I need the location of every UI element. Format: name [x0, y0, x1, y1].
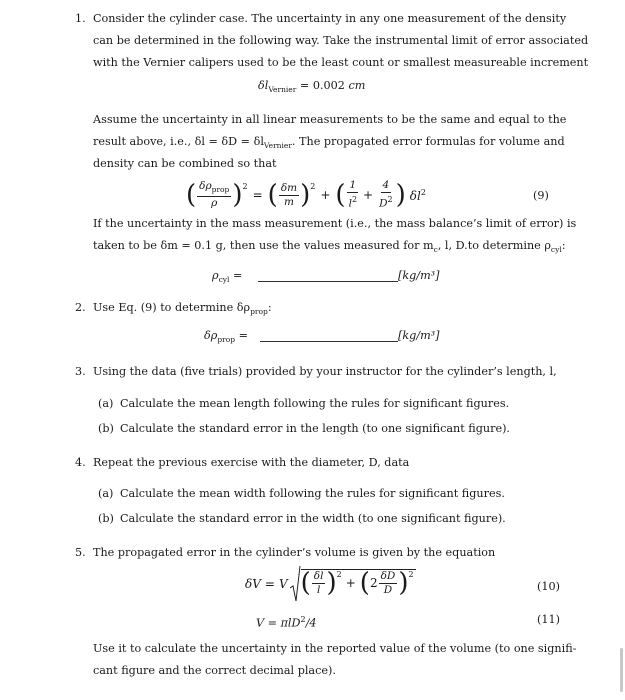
q4b-label: (b) [98, 512, 114, 525]
q5-number: 5. [75, 546, 86, 559]
q2-text: Use Eq. (9) to determine $\delta\rho_{prop}$: [93, 301, 272, 317]
q1-paragraph-line: result above, i.e., $\delta l = \delta D = \delta l_{Vernier}$. The propagated error formulas for volume and [93, 135, 565, 151]
delta-rho-prop-answer-blank[interactable] [260, 341, 398, 342]
equation-9: ( $\frac{\delta\rho_{prop}}{\rho}$ ) 2 = ( $\frac{\delta m}{m}$ ) 2 + ( $\frac{1}{l^2}$ + $\frac{4}{D^2}$ ) $\delta l^2$ [186, 179, 426, 210]
equation-10: δV = V ( $\frac{\delta l}{l}$ ) 2 + ( 2 $\frac{\delta D}{D}$ ) 2 [245, 564, 416, 604]
q5-tail-line: Use it to calculate the uncertainty in the reported value of the volume (to one signifi- [93, 642, 577, 655]
equation-9-number: (9) [533, 189, 549, 202]
rho-cyl-label: $\rho_{cyl}$ = [212, 269, 243, 285]
q4a-label: (a) [98, 487, 114, 500]
delta-rho-prop-label: $\delta\rho_{prop}$ = [204, 329, 248, 345]
q1-paragraph-line: taken to be δm = 0.1 g, then use the values measured for $m_c$, l, D.to determine $\rho_{cyl}$: [93, 239, 566, 255]
q4-number: 4. [75, 456, 86, 469]
q4a-text: Calculate the mean width following the rules for significant figures. [120, 487, 505, 500]
q3b-text: Calculate the standard error in the length (to one significant figure). [120, 422, 510, 435]
equation-11-number: (11) [537, 613, 560, 626]
q5-text: The propagated error in the cylinder’s volume is given by the equation [93, 546, 496, 559]
equation-11: V = πlD$^2$/4 [256, 615, 317, 630]
q1-paragraph-line: If the uncertainty in the mass measurement (i.e., the mass balance’s limit of error) is [93, 217, 577, 230]
q1-paragraph-line: can be determined in the following way. Take the instrumental limit of error associated [93, 34, 589, 47]
rho-cyl-answer-blank[interactable] [258, 281, 398, 282]
q1-paragraph-line: Assume the uncertainty in all linear measurements to be the same and equal to the [93, 113, 567, 126]
equation-10-number: (10) [537, 580, 560, 593]
q3a-label: (a) [98, 397, 114, 410]
q4b-text: Calculate the standard error in the width (to one significant figure). [120, 512, 506, 525]
q3-number: 3. [75, 365, 86, 378]
q1-paragraph-line: density can be combined so that [93, 157, 277, 170]
q3b-label: (b) [98, 422, 114, 435]
q1-paragraph-line: Consider the cylinder case. The uncertainty in any one measurement of the density [93, 12, 567, 25]
q2-number: 2. [75, 301, 86, 314]
equation-vernier: $\delta l_{Vernier} = 0.002$ cm [258, 79, 366, 95]
scrollbar[interactable] [620, 648, 623, 692]
q1-paragraph-line: with the Vernier calipers used to be the least count or smallest measureable increment [93, 56, 589, 69]
q3-text: Using the data (five trials) provided by your instructor for the cylinder’s length, l, [93, 365, 557, 378]
q5-tail-line: cant figure and the correct decimal place). [93, 664, 336, 677]
q4-text: Repeat the previous exercise with the diameter, D, data [93, 456, 410, 469]
rho-cyl-unit: [kg/m³] [398, 269, 440, 282]
q3a-text: Calculate the mean length following the rules for significant figures. [120, 397, 510, 410]
q1-number: 1. [75, 12, 86, 25]
delta-rho-prop-unit: [kg/m³] [398, 329, 440, 342]
